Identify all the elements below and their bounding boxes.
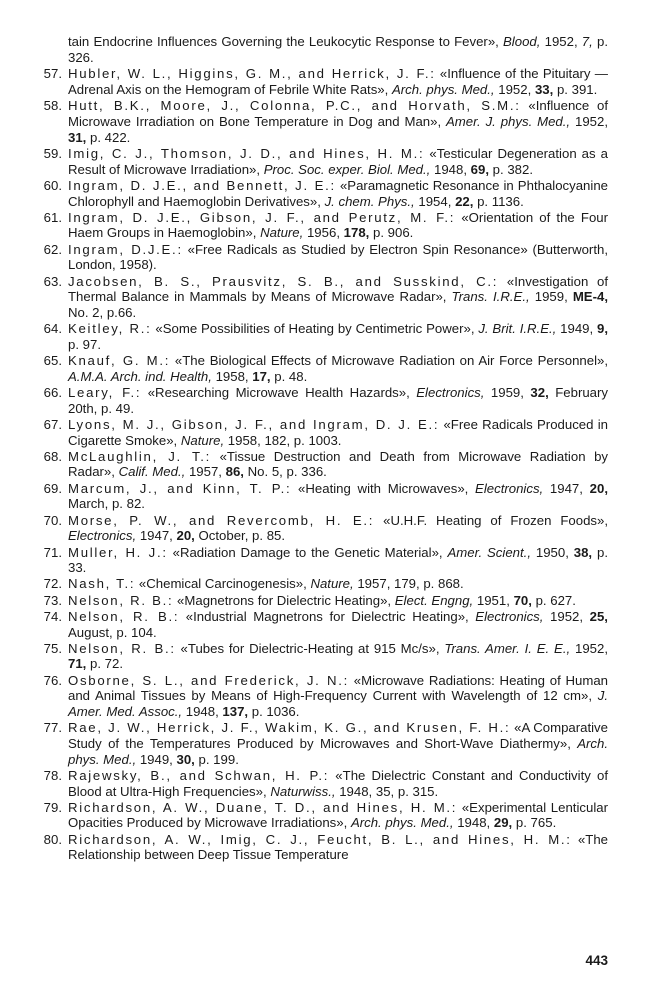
reference-number: 66. xyxy=(43,384,62,400)
reference-authors: Marcum, J., and Kinn, T. P.: xyxy=(68,480,292,496)
reference-text: 1948, xyxy=(453,815,494,831)
reference-entry xyxy=(28,720,608,767)
reference-text: p. 382. xyxy=(489,161,534,177)
reference-text: 1959, xyxy=(529,289,573,305)
reference-authors: Nelson, R. B.: xyxy=(68,640,176,656)
reference-number: 69. xyxy=(43,480,62,496)
reference-journal: Nature, xyxy=(260,225,304,241)
reference-authors: Keitley, R.: xyxy=(68,321,152,337)
reference-text: «Heating with Microwaves», xyxy=(291,480,476,496)
reference-journal: Trans. I.R.E., xyxy=(451,289,530,305)
reference-authors: Jacobsen, B. S., Prausvitz, S. B., and Susskind, C.: xyxy=(68,273,499,289)
reference-authors: Nelson, R. B.: xyxy=(68,608,180,624)
reference-entry xyxy=(28,321,608,352)
reference-authors: Morse, P. W., and Revercomb, H. E.: xyxy=(68,512,375,528)
reference-authors: Muller, H. J.: xyxy=(68,544,168,560)
reference-text: «A Comparative Study of the Temperatures Produced by Microwaves and Short-Wave Diathermy», xyxy=(68,720,608,751)
reference-number: 63. xyxy=(43,273,62,289)
reference-text: 1948, xyxy=(430,161,471,177)
reference-text: «Orientation of the Four Haem Groups in Haemoglobin», xyxy=(68,209,608,241)
reference-volume: 20, xyxy=(176,528,195,544)
reference-text: «U.H.F. Heating of Frozen Foods», xyxy=(374,512,608,528)
reference-text: 1957, 179, p. 868. xyxy=(353,576,464,592)
reference-volume: 30, xyxy=(176,751,195,767)
reference-text: p. 391. xyxy=(553,82,598,98)
reference-volume: 178, xyxy=(343,225,370,241)
reference-authors: Richardson, A. W., Imig, C. J., Feucht, B. L., and Hines, H. M.: xyxy=(68,831,572,847)
reference-number: 76. xyxy=(43,672,62,688)
reference-entry xyxy=(28,353,608,384)
reference-number: 59. xyxy=(43,145,62,161)
reference-text: 1951, xyxy=(473,592,514,608)
reference-text: 1952, xyxy=(570,114,608,130)
reference-journal: Amer. J. phys. Med., xyxy=(446,114,571,130)
reference-volume: 33, xyxy=(534,82,554,98)
reference-text: 1947, xyxy=(543,480,590,496)
reference-journal: Arch. phys. Med., xyxy=(391,82,495,98)
reference-text: «Testicular Degeneration as a Result of Microwave Irradiation», xyxy=(68,145,608,177)
reference-journal: Proc. Soc. exper. Biol. Med., xyxy=(263,161,431,177)
reference-text: «Magnetrons for Dielectric Heating», xyxy=(173,592,395,608)
reference-journal: Arch. phys. Med., xyxy=(350,815,454,831)
reference-number: 61. xyxy=(43,209,62,225)
reference-text: p. 422. xyxy=(86,129,131,145)
reference-journal: J. Amer. Med. Assoc., xyxy=(68,688,608,720)
reference-number: 79. xyxy=(43,799,62,815)
reference-authors: Rajewsky, B., and Schwan, H. P.: xyxy=(68,767,330,783)
reference-number: 62. xyxy=(43,241,62,257)
reference-number: 70. xyxy=(43,512,62,528)
reference-entry xyxy=(28,210,608,241)
reference-text: 1952, xyxy=(570,640,608,656)
reference-entry xyxy=(28,609,608,640)
reference-text: «Influence of Microwave Irradiation on Bone Temperature in Dog and Man», xyxy=(68,98,608,130)
reference-text: tain Endocrine Influences Governing the Leukocytic Response to Fever», xyxy=(68,34,504,49)
reference-entry xyxy=(28,576,608,592)
reference-text: 1949, xyxy=(556,321,598,337)
reference-journal: Elect. Engng, xyxy=(394,592,474,608)
page-number: 443 xyxy=(585,953,608,968)
reference-text: p. 906. xyxy=(369,225,414,241)
reference-text: 1954, xyxy=(414,193,456,209)
reference-authors: Leary, F.: xyxy=(68,384,142,400)
reference-entry xyxy=(28,641,608,672)
reference-authors: Hubler, W. L., Higgins, G. M., and Herrick, J. F.: xyxy=(68,66,436,82)
reference-journal: Electronics, xyxy=(475,480,544,496)
reference-journal: Electronics, xyxy=(475,608,544,624)
reference-volume: 137, xyxy=(222,704,249,720)
reference-text: 1948, 35, p. 315. xyxy=(335,783,439,799)
reference-volume: 69, xyxy=(470,161,490,177)
reference-number: 57. xyxy=(43,66,62,82)
reference-entry xyxy=(28,449,608,480)
reference-authors: Nelson, R. B.: xyxy=(68,592,174,608)
reference-entry xyxy=(28,513,608,544)
reference-journal: 7, xyxy=(581,34,593,49)
reference-volume: 25, xyxy=(589,608,608,624)
reference-text: «Influence of the Pituitary — Adrenal Axis on the Hemogram of Febrile White Rats», xyxy=(68,66,608,98)
reference-authors: Hutt, B.K., Moore, J., Colonna, P.C., and Horvath, S.M.: xyxy=(68,98,521,114)
reference-text: «Free Radicals Produced in Cigarette Smoke», xyxy=(68,416,608,448)
reference-authors: Ingram, D.J.E.: xyxy=(68,241,183,257)
reference-number: 78. xyxy=(43,767,62,783)
reference-text: «Tissue Destruction and Death from Microwave Radiation by Radar», xyxy=(68,448,608,480)
reference-text: «Microwave Radiations: Heating of Human and Animal Tissues by Means of High-Frequency Current with Wavelength of 12 cm», xyxy=(68,672,608,704)
reference-text: 1959, xyxy=(484,384,531,400)
reference-entry xyxy=(28,768,608,799)
reference-journal: Calif. Med., xyxy=(118,464,186,480)
reference-journal: A.M.A. Arch. ind. Health, xyxy=(68,368,212,384)
reference-text: 1958, xyxy=(211,368,253,384)
reference-text: «Experimental Lenticular Opacities Produced by Microwave Irradiations», xyxy=(68,799,608,831)
reference-volume: 17, xyxy=(252,368,271,384)
reference-number: 65. xyxy=(43,353,62,369)
reference-entry xyxy=(28,385,608,416)
reference-number: 73. xyxy=(43,592,62,608)
reference-text: p. 33. xyxy=(68,544,608,576)
reference-text: October, p. 85. xyxy=(194,528,286,544)
reference-volume: 20, xyxy=(589,480,608,496)
reference-list xyxy=(28,34,608,863)
reference-number: 74. xyxy=(43,608,62,624)
reference-authors: Ingram, D. J.E., Gibson, J. F., and Perutz, M. F.: xyxy=(68,209,456,225)
reference-text: «Some Possibilities of Heating by Centimetric Power», xyxy=(151,321,479,337)
reference-entry xyxy=(28,593,608,609)
reference-volume: ME-4, xyxy=(572,289,608,305)
reference-continuation xyxy=(28,34,608,65)
reference-volume: 70, xyxy=(513,592,532,608)
reference-text: p. 72. xyxy=(86,656,124,672)
reference-text: 1956, xyxy=(303,225,344,241)
reference-volume: 32, xyxy=(530,384,549,400)
reference-text: 1952, xyxy=(540,34,582,49)
reference-text: No. 2, p.66. xyxy=(68,304,137,320)
reference-text: 1948, xyxy=(182,704,223,720)
reference-entry xyxy=(28,673,608,720)
reference-text: «Tubes for Dielectric-Heating at 915 Mc/s», xyxy=(175,640,445,656)
reference-text: «Paramagnetic Resonance in Phthalocyanine Chlorophyll and Haemoglobin Derivatives», xyxy=(68,177,608,209)
reference-text: «Investigation of Thermal Balance in Mammals by Means of Microwave Radar», xyxy=(68,273,608,305)
reference-journal: Naturwiss., xyxy=(270,783,336,799)
reference-entry xyxy=(28,274,608,321)
reference-text: No. 5, p. 336. xyxy=(243,464,327,480)
reference-journal: Nature, xyxy=(180,432,225,448)
reference-authors: Osborne, S. L., and Frederick, J. N.: xyxy=(68,672,350,688)
reference-authors: Imig, C. J., Thomson, J. D., and Hines, H. M.: xyxy=(68,145,425,161)
reference-text: 1952, xyxy=(543,608,590,624)
reference-volume: 71, xyxy=(68,656,87,672)
reference-journal: Trans. Amer. I. E. E., xyxy=(444,640,571,656)
reference-text: p. 326. xyxy=(68,34,608,65)
reference-text: «The Relationship between Deep Tissue Temperature xyxy=(68,831,608,863)
reference-entry xyxy=(28,178,608,209)
reference-text: p. 97. xyxy=(68,336,101,352)
reference-text: p. 48. xyxy=(270,368,308,384)
reference-text: «Researching Microwave Health Hazards», xyxy=(141,384,417,400)
reference-volume: 38, xyxy=(573,544,593,560)
reference-journal: Arch. phys. Med., xyxy=(68,735,608,767)
reference-text: p. 1136. xyxy=(473,193,524,209)
reference-number: 67. xyxy=(43,416,62,432)
reference-journal: Nature, xyxy=(310,576,354,592)
reference-text: «Chemical Carcinogenesis», xyxy=(135,576,311,592)
reference-volume: 9, xyxy=(597,321,609,337)
reference-entry xyxy=(28,66,608,97)
reference-entry xyxy=(28,242,608,273)
reference-number: 60. xyxy=(43,177,62,193)
reference-journal: Electronics, xyxy=(416,384,485,400)
reference-text: «The Dielectric Constant and Conductivity of Blood at Ultra-High Frequencies», xyxy=(68,767,608,799)
reference-volume: 31, xyxy=(68,129,87,145)
reference-number: 80. xyxy=(43,831,62,847)
reference-text: «Free Radicals as Studied by Electron Spin Resonance» (Butterworth, London, 1958). xyxy=(68,241,608,273)
reference-text: p. 765. xyxy=(512,815,557,831)
reference-authors: McLaughlin, J. T.: xyxy=(68,448,212,464)
reference-number: 77. xyxy=(43,720,62,736)
reference-number: 64. xyxy=(43,321,62,337)
reference-text: «The Biological Effects of Microwave Radiation on Air Force Personnel», xyxy=(170,353,608,369)
reference-entry xyxy=(28,800,608,831)
reference-journal: Electronics, xyxy=(68,528,137,544)
reference-text: 1952, xyxy=(494,82,535,98)
reference-text: 1949, xyxy=(136,751,177,767)
reference-number: 68. xyxy=(43,448,62,464)
reference-journal: J. chem. Phys., xyxy=(324,193,415,209)
reference-text: February 20th, p. 49. xyxy=(68,384,608,416)
reference-authors: Lyons, M. J., Gibson, J. F., and Ingram, D. J. E.: xyxy=(68,416,440,432)
reference-entry xyxy=(28,98,608,145)
reference-number: 71. xyxy=(43,544,62,560)
reference-text: August, p. 104. xyxy=(68,624,157,640)
reference-text: p. 627. xyxy=(531,592,576,608)
reference-text: «Radiation Damage to the Genetic Material», xyxy=(167,544,448,560)
reference-entry xyxy=(28,545,608,576)
reference-journal: Amer. Scient., xyxy=(447,544,531,560)
reference-text: 1958, 182, p. 1003. xyxy=(224,432,342,448)
reference-volume: 29, xyxy=(493,815,513,831)
reference-text: 1950, xyxy=(531,544,574,560)
reference-text: 1947, xyxy=(136,528,177,544)
reference-text: March, p. 82. xyxy=(68,496,145,512)
reference-journal: J. Brit. I.R.E., xyxy=(478,321,557,337)
reference-authors: Richardson, A. W., Duane, T. D., and Hines, H. M.: xyxy=(68,799,458,815)
reference-volume: 22, xyxy=(455,193,474,209)
reference-number: 72. xyxy=(43,576,62,592)
reference-entry xyxy=(28,146,608,177)
reference-authors: Nash, T.: xyxy=(68,576,136,592)
reference-journal: Blood, xyxy=(503,34,541,49)
reference-entry xyxy=(28,832,608,863)
reference-authors: Ingram, D. J.E., and Bennett, J. E.: xyxy=(68,177,336,193)
reference-text: p. 199. xyxy=(194,751,239,767)
reference-number: 58. xyxy=(43,98,62,114)
reference-volume: 86, xyxy=(225,464,244,480)
reference-authors: Knauf, G. M.: xyxy=(68,353,171,369)
reference-entry xyxy=(28,481,608,512)
reference-authors: Rae, J. W., Herrick, J. F., Wakim, K. G., and Krusen, F. H.: xyxy=(68,720,511,736)
reference-entry xyxy=(28,417,608,448)
reference-text: p. 1036. xyxy=(248,704,300,720)
reference-text: 1957, xyxy=(185,464,226,480)
reference-text: «Industrial Magnetrons for Dielectric Heating», xyxy=(179,608,476,624)
reference-number: 75. xyxy=(43,640,62,656)
